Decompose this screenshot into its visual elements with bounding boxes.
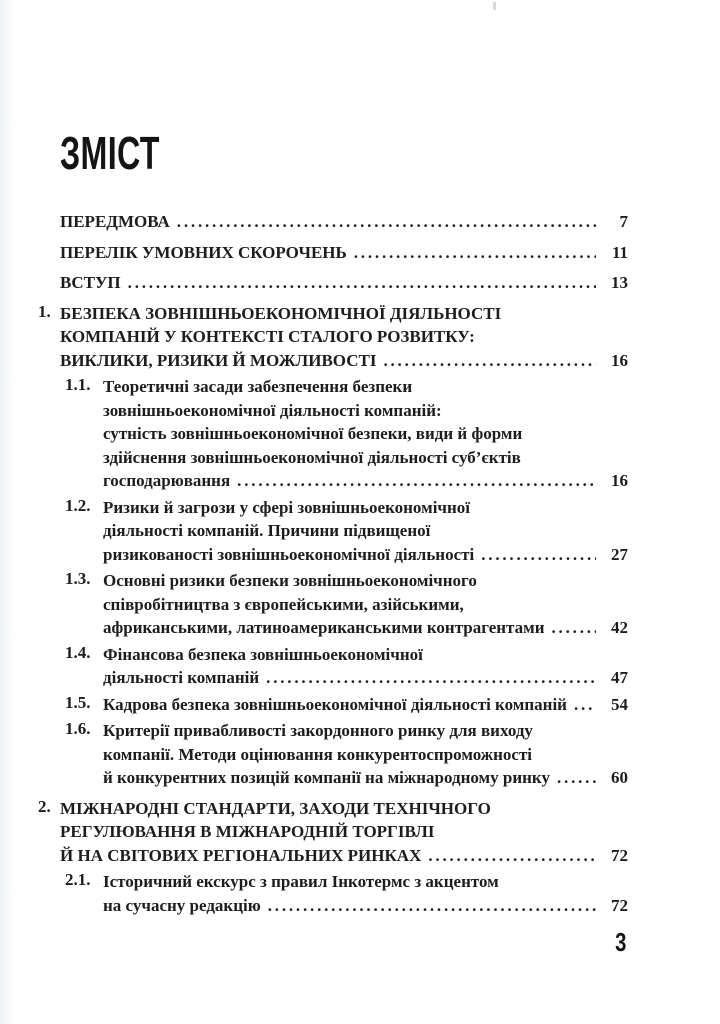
- dot-leader: [383, 349, 596, 373]
- dot-leader: [177, 210, 596, 234]
- toc-entry-page: 27: [611, 544, 628, 564]
- toc-entry-page: 47: [611, 668, 628, 687]
- toc-entry-text: ПЕРЕДМОВА: [60, 212, 170, 231]
- toc-entry: [65, 569, 628, 640]
- toc-entry-body: [103, 693, 628, 717]
- toc-entry-text: МІЖНАРОДНІ СТАНДАРТИ, ЗАХОДИ ТЕХНІЧНОГО: [60, 798, 491, 818]
- page-number: 3: [614, 927, 626, 957]
- dot-leader: [428, 844, 596, 868]
- toc-entry-body: [60, 797, 628, 868]
- toc-entry-line: [60, 820, 628, 844]
- toc-entry-number: 1.4.: [65, 642, 91, 662]
- toc-entry-text: Критерії привабливості закордонного ринку для виходу: [103, 721, 533, 740]
- toc-entry: [38, 302, 628, 373]
- toc-entry: [60, 241, 628, 265]
- toc-entry-line: [103, 469, 628, 493]
- toc-entry-line: [103, 666, 628, 690]
- toc-entry-line: [103, 569, 628, 593]
- toc-entry-body: [60, 210, 628, 234]
- toc-entry-text: РЕГУЛЮВАННЯ В МІЖНАРОДНІЙ ТОРГІВЛІ: [60, 822, 435, 841]
- toc-entry-line: [60, 325, 628, 349]
- dot-leader: [552, 616, 597, 640]
- toc-entry-body: [103, 870, 628, 917]
- dot-leader: [481, 543, 596, 567]
- toc-entry-text: ВИКЛИКИ, РИЗИКИ Й МОЖЛИВОСТІ: [60, 350, 377, 370]
- toc-entry: [65, 693, 628, 717]
- toc-entry: [65, 643, 628, 690]
- toc-entry-text: Й НА СВІТОВИХ РЕГІОНАЛЬНИХ РИНКАХ: [60, 845, 422, 865]
- toc-entry: [60, 271, 628, 295]
- dot-leader: [128, 271, 596, 295]
- toc-entry-page: 72: [611, 895, 628, 915]
- page-title: ЗМІСТ: [60, 127, 160, 179]
- toc-entry-page: 11: [611, 242, 628, 262]
- toc-entry-line: [103, 399, 628, 423]
- toc-entry-text: ПЕРЕЛІК УМОВНИХ СКОРОЧЕНЬ: [60, 242, 347, 262]
- dot-leader: [268, 894, 596, 918]
- toc-entry: [38, 797, 628, 868]
- toc-entry-text: компанії. Методи оцінювання конкурентоспроможності: [103, 744, 533, 764]
- toc-entry-text: й конкурентних позицій компанії на міжнародному ринку: [103, 768, 550, 787]
- toc-entry-line: [103, 616, 628, 640]
- toc-entry-line: [103, 766, 628, 790]
- dot-leader: [237, 469, 596, 493]
- toc-entry-number: 1.1.: [65, 375, 91, 394]
- toc-entry-body: [60, 302, 628, 373]
- toc-entry-text: Теоретичні засади забезпечення безпеки: [103, 377, 413, 396]
- toc-entry-page: 13: [611, 273, 628, 292]
- toc-entry-number: 1.5.: [65, 692, 91, 712]
- toc-entry: [65, 375, 628, 493]
- toc-entry-text: Ризики й загрози у сфері зовнішньоекономічної: [103, 497, 471, 517]
- toc-entry-text: сутність зовнішньоекономічної безпеки, види й форми: [103, 424, 523, 443]
- dot-leader: [266, 666, 596, 690]
- toc-entry-text: здійснення зовнішньоекономічної діяльності суб’єктів: [103, 447, 521, 467]
- toc-entry-line: [103, 593, 628, 617]
- toc-entry-line: [60, 241, 628, 265]
- toc-entry-line: [103, 519, 628, 543]
- toc-entry-line: [103, 496, 628, 520]
- toc-entry-line: [60, 210, 628, 234]
- toc-entry-text: ризикованості зовнішньоекономічної діяльності: [103, 544, 475, 564]
- toc-entry-number: 1.6.: [65, 719, 91, 738]
- toc-entry-text: діяльності компаній: [103, 668, 260, 687]
- toc-entry-page: 16: [611, 471, 628, 490]
- toc-entry-line: [60, 797, 628, 821]
- toc-entry: [60, 210, 628, 234]
- table-of-contents: [38, 210, 628, 917]
- toc-entry-text: Основні ризики безпеки зовнішньоекономічного: [103, 571, 477, 590]
- toc-entry-line: [60, 271, 628, 295]
- toc-entry-page: 42: [611, 618, 628, 637]
- toc-entry-line: [60, 844, 628, 868]
- toc-entry-page: 16: [611, 350, 628, 370]
- toc-entry-line: [60, 302, 628, 326]
- scan-artifact: [493, 2, 496, 10]
- toc-entry-body: [103, 719, 628, 790]
- toc-entry-line: [103, 543, 628, 567]
- toc-entry-text: діяльності компаній. Причини підвищеної: [103, 521, 431, 540]
- toc-entry-line: [103, 446, 628, 470]
- toc-entry-body: [103, 569, 628, 640]
- toc-entry-page: 60: [611, 768, 628, 787]
- toc-entry: [65, 496, 628, 567]
- toc-entry-text: співробітництва з європейськими, азійськими,: [103, 594, 464, 614]
- toc-entry: [65, 719, 628, 790]
- dot-leader: [557, 766, 596, 790]
- toc-entry-line: [103, 693, 628, 717]
- toc-entry-text: Кадрова безпека зовнішньоекономічної діяльності компаній: [103, 694, 567, 714]
- toc-entry-body: [103, 375, 628, 493]
- dot-leader: [574, 693, 596, 717]
- toc-entry-page: 54: [611, 694, 628, 714]
- toc-entry-text: Фінансова безпека зовнішньоекономічної: [103, 644, 423, 664]
- toc-entry-page: 7: [619, 212, 628, 231]
- toc-entry-body: [103, 643, 628, 690]
- toc-entry-number: 1.: [38, 301, 51, 321]
- toc-entry-line: [103, 894, 628, 918]
- toc-entry-body: [60, 241, 628, 265]
- toc-entry-body: [60, 271, 628, 295]
- dot-leader: [354, 241, 596, 265]
- toc-entry-text: БЕЗПЕКА ЗОВНІШНЬОЕКОНОМІЧНОЇ ДІЯЛЬНОСТІ: [60, 303, 502, 323]
- toc-entry-text: африканськими, латиноамериканськими контрагентами: [103, 618, 545, 637]
- toc-entry-text: ВСТУП: [60, 273, 121, 292]
- toc-entry-number: 2.1.: [65, 870, 91, 889]
- toc-entry-text: господарювання: [103, 471, 231, 490]
- toc-entry-line: [103, 375, 628, 399]
- toc-entry-text: КОМПАНІЙ У КОНТЕКСТІ СТАЛОГО РОЗВИТКУ:: [60, 327, 475, 346]
- toc-entry-line: [103, 422, 628, 446]
- toc-entry-line: [60, 349, 628, 373]
- toc-entry-line: [103, 870, 628, 894]
- toc-entry-line: [103, 743, 628, 767]
- toc-entry-text: зовнішньоекономічної діяльності компаній:: [103, 400, 442, 420]
- toc-entry-page: 72: [611, 845, 628, 865]
- toc-entry-line: [103, 643, 628, 667]
- toc-entry: [65, 870, 628, 917]
- toc-entry-text: на сучасну редакцію: [103, 895, 261, 915]
- toc-entry-number: 1.3.: [65, 569, 91, 588]
- toc-entry-text: Історичний екскурс з правил Інкотермс з акцентом: [103, 872, 499, 891]
- toc-entry-body: [103, 496, 628, 567]
- toc-entry-number: 1.2.: [65, 495, 91, 515]
- toc-entry-line: [103, 719, 628, 743]
- toc-entry-number: 2.: [38, 796, 51, 816]
